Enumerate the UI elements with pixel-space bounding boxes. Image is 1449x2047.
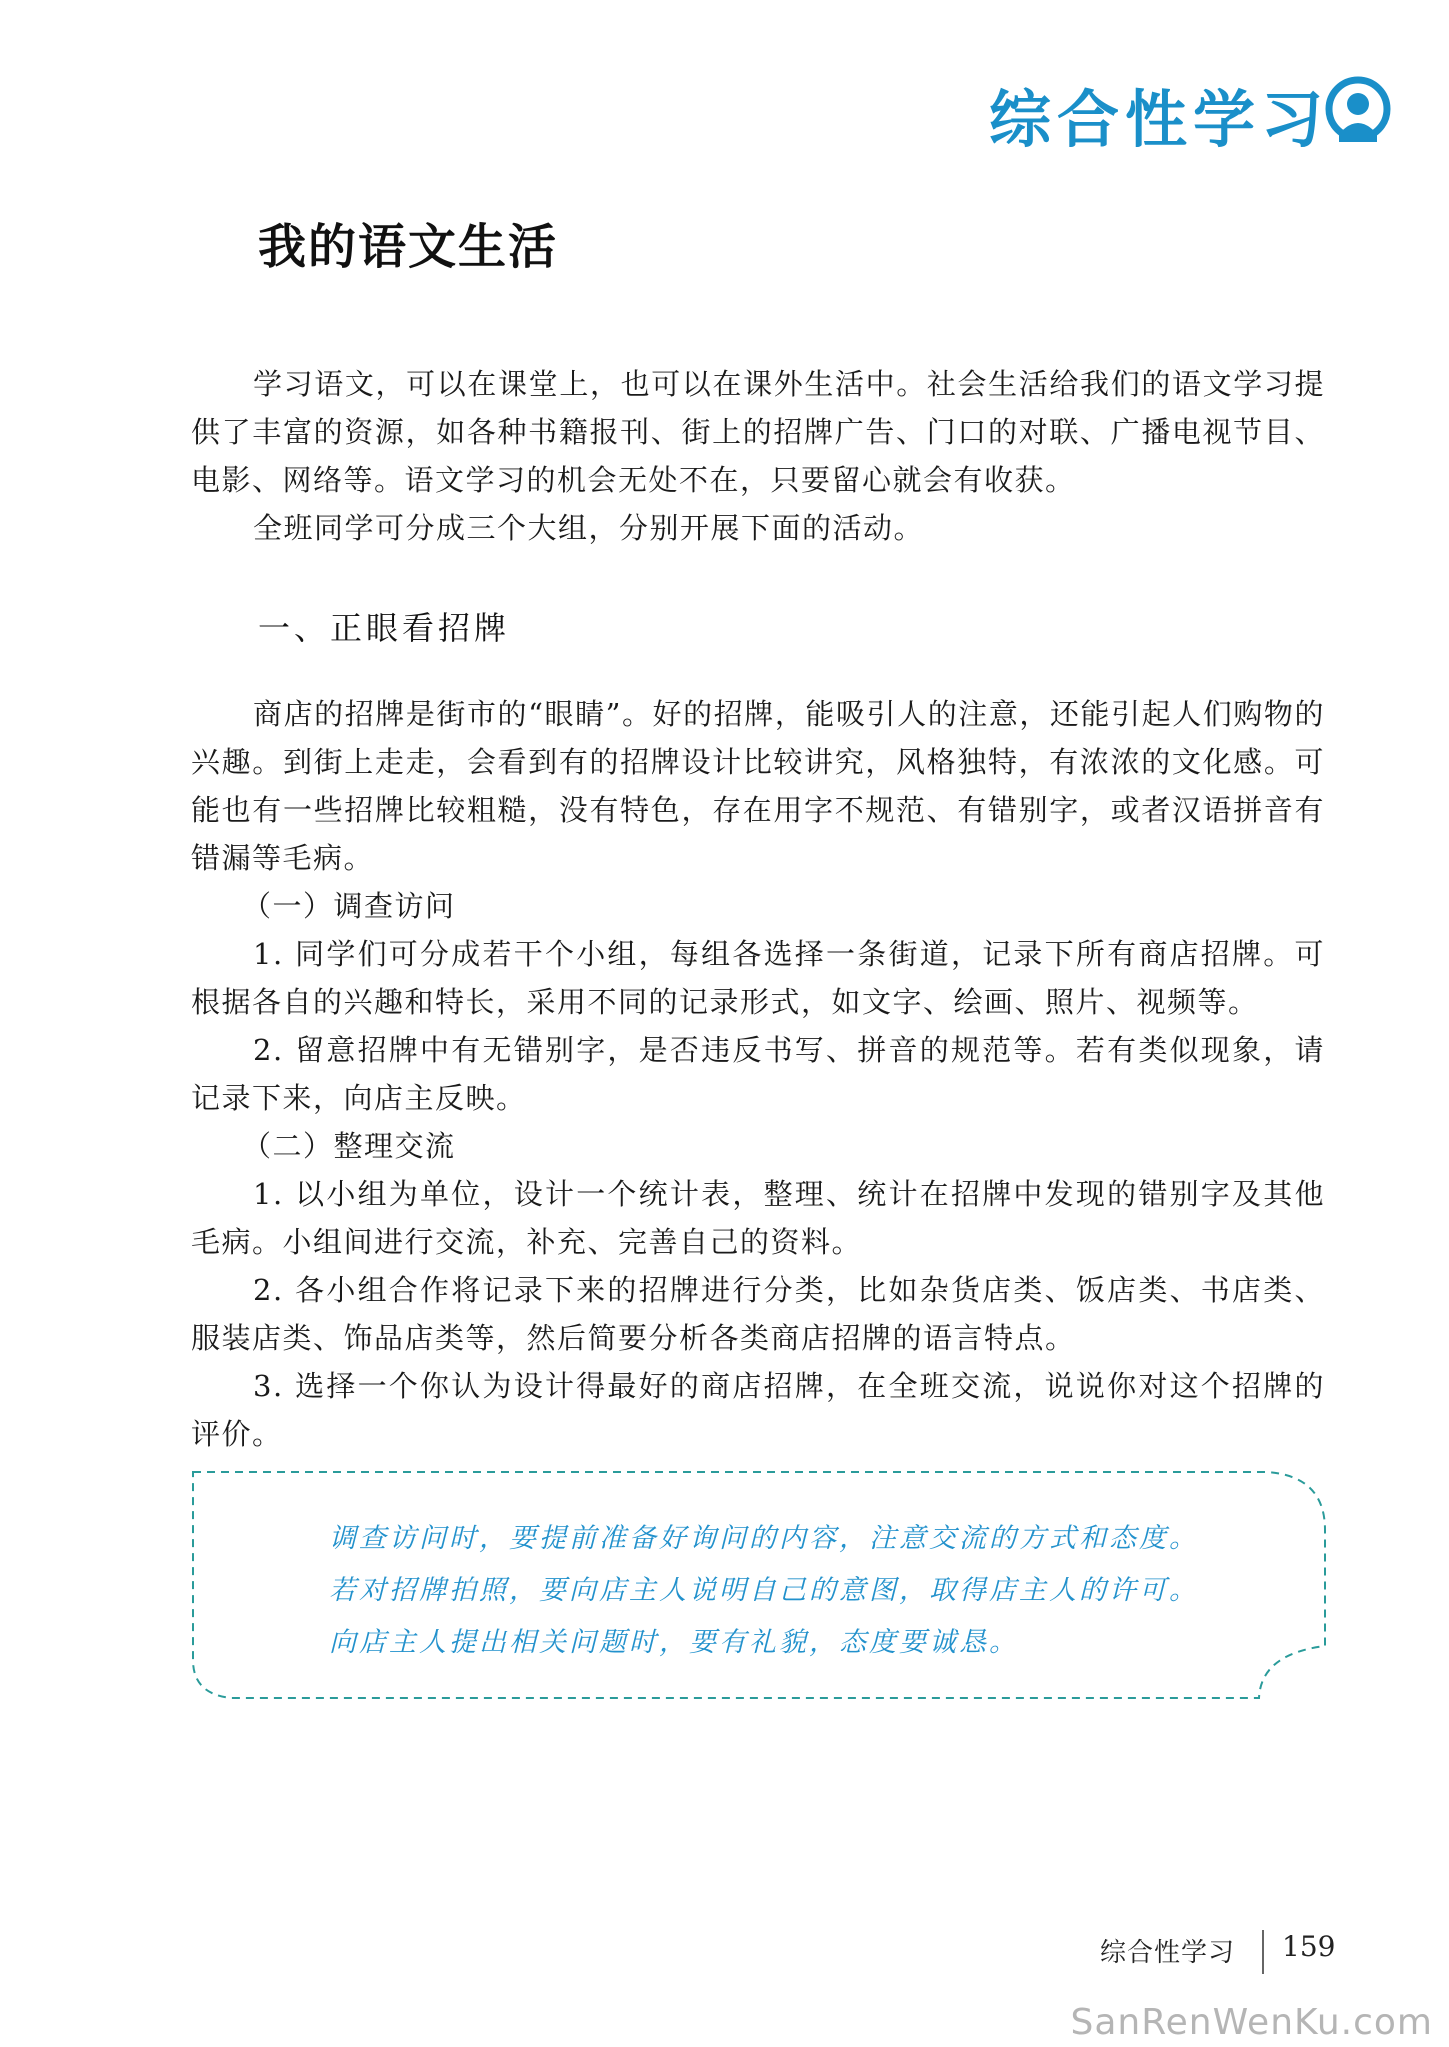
chapter-header-title: 综合性学习	[988, 83, 1329, 156]
list-item: 1. 同学们可分成若干个小组，每组各选择一条街道，记录下所有商店招牌。可根据各自的兴趣和特长，采用不同的记录形式，如文字、绘画、照片、视频等。	[191, 937, 1325, 1019]
watermark: SanRenWenKu.com	[1070, 2002, 1433, 2043]
list-item: 3. 选择一个你认为设计得最好的商店招牌，在全班交流，说说你对这个招牌的评价。	[191, 1369, 1325, 1451]
list-item: 1. 以小组为单位，设计一个统计表，整理、统计在招牌中发现的错别字及其他毛病。小组间进行交流，补充、完善自己的资料。	[191, 1177, 1325, 1259]
footer-divider	[1262, 1930, 1264, 1974]
section-intro-paragraph: 商店的招牌是街市的“眼睛”。好的招牌，能吸引人的注意，还能引起人们购物的兴趣。到街上走走，会看到有的招牌设计比较讲究，风格独特，有浓浓的文化感。可能也有一些招牌比较粗糙，没有特色，存在用字不规范、有错别字，或者汉语拼音有错漏等毛病。	[191, 697, 1325, 875]
sub-heading-organize: （二）整理交流	[242, 1129, 456, 1163]
list-item: 2. 各小组合作将记录下来的招牌进行分类，比如杂货店类、饭店类、书店类、服装店类、饰品店类等，然后简要分析各类商店招牌的语言特点。	[191, 1273, 1325, 1355]
footer-label: 综合性学习	[1100, 1938, 1236, 1968]
page-number: 159	[1282, 1930, 1336, 1963]
intro-paragraph: 全班同学可分成三个大组，分别开展下面的活动。	[253, 511, 925, 545]
tip-line: 调查访问时，要提前准备好询问的内容，注意交流的方式和态度。	[329, 1523, 1199, 1554]
tip-line: 向店主人提出相关问题时，要有礼貌，态度要诚恳。	[329, 1627, 1019, 1658]
intro-paragraph: 学习语文，可以在课堂上，也可以在课外生活中。社会生活给我们的语文学习提供了丰富的资源，如各种书籍报刊、街上的招牌广告、门口的对联、广播电视节目、电影、网络等。语文学习的机会无处不在，只要留心就会有收获。	[191, 367, 1325, 497]
tip-box	[191, 1470, 1327, 1702]
tip-line: 若对招牌拍照，要向店主人说明自己的意图，取得店主人的许可。	[329, 1575, 1199, 1606]
person-icon	[1325, 76, 1391, 146]
sub-heading-survey: （一）调查访问	[242, 889, 456, 923]
list-item: 2. 留意招牌中有无错别字，是否违反书写、拼音的规范等。若有类似现象，请记录下来，向店主反映。	[191, 1033, 1325, 1115]
section-heading: 一、正眼看招牌	[258, 609, 511, 647]
lesson-title: 我的语文生活	[258, 219, 559, 275]
